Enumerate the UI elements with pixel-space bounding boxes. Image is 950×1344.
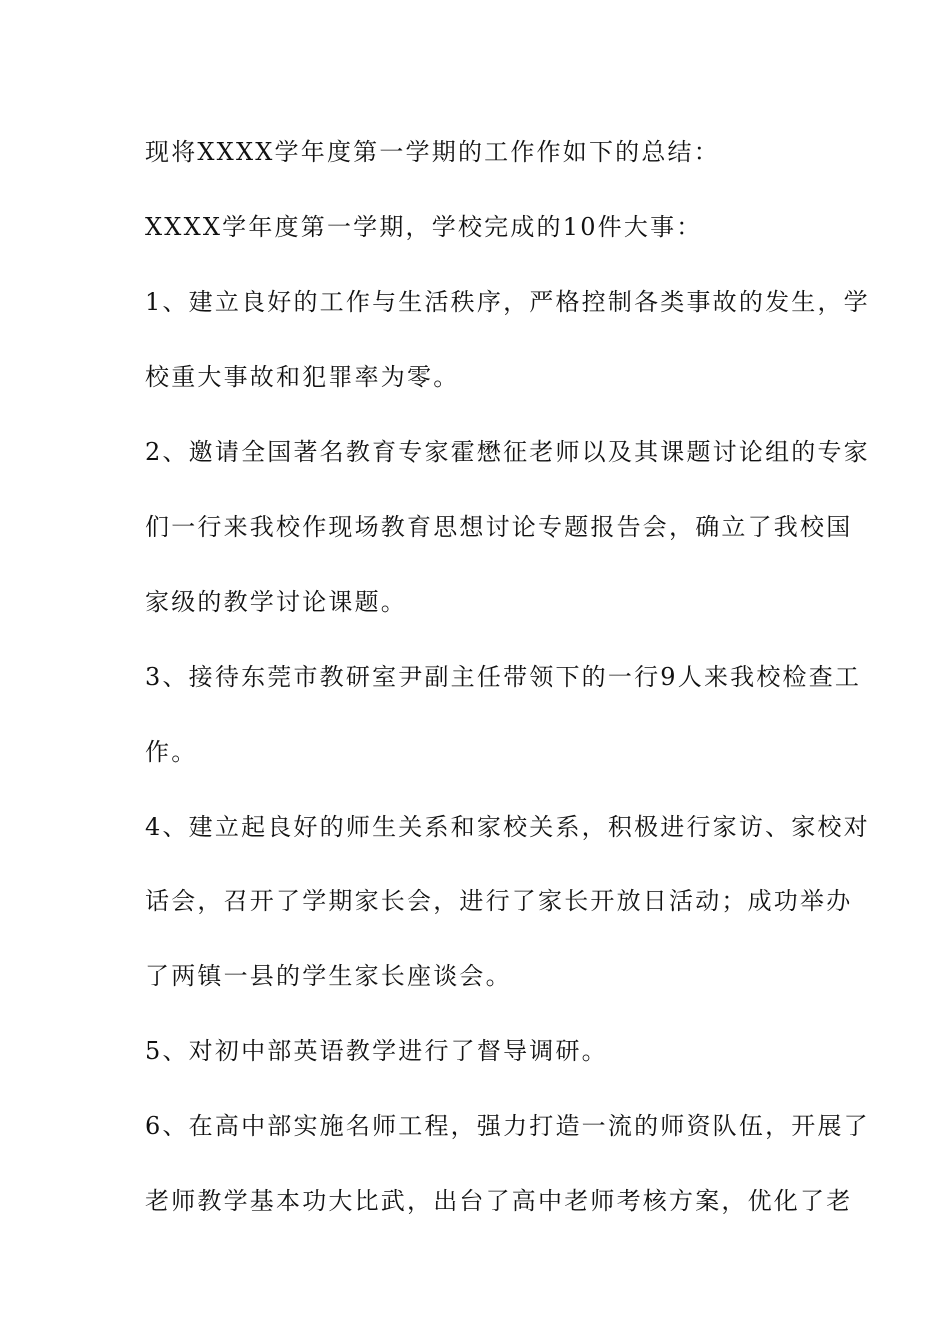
text-line-item-6: 6、在高中部实施名师工程，强力打造一流的师资队伍，开展了 (145, 1112, 870, 1140)
text-line-item-2: 2、邀请全国著名教育专家霍懋征老师以及其课题讨论组的专家 (145, 438, 870, 466)
text-line-item-5: 5、对初中部英语教学进行了督导调研。 (145, 1037, 608, 1065)
text-line-item-6-cont: 老师教学基本功大比武，出台了高中老师考核方案，优化了老 (145, 1187, 853, 1215)
text-line-item-4-cont: 了两镇一县的学生家长座谈会。 (145, 962, 512, 990)
text-line-item-4-cont: 话会，召开了学期家长会，进行了家长开放日活动；成功举办 (145, 887, 853, 915)
text-line-item-2-cont: 们一行来我校作现场教育思想讨论专题报告会，确立了我校国 (145, 513, 853, 541)
text-line-item-4: 4、建立起良好的师生关系和家校关系，积极进行家访、家校对 (145, 813, 870, 841)
text-line-item-3: 3、接待东莞市教研室尹副主任带领下的一行9人来我校检查工 (145, 663, 862, 691)
text-line-item-1: 1、建立良好的工作与生活秩序，严格控制各类事故的发生，学 (145, 288, 870, 316)
text-line-item-2-cont: 家级的教学讨论课题。 (145, 588, 407, 616)
text-line-item-1-cont: 校重大事故和犯罪率为零。 (145, 363, 460, 391)
text-line-item-3-cont: 作。 (145, 738, 198, 766)
text-line-intro: 现将XXXX学年度第一学期的工作作如下的总结： (145, 138, 720, 166)
text-line-heading: XXXX学年度第一学期，学校完成的10件大事： (145, 213, 703, 241)
